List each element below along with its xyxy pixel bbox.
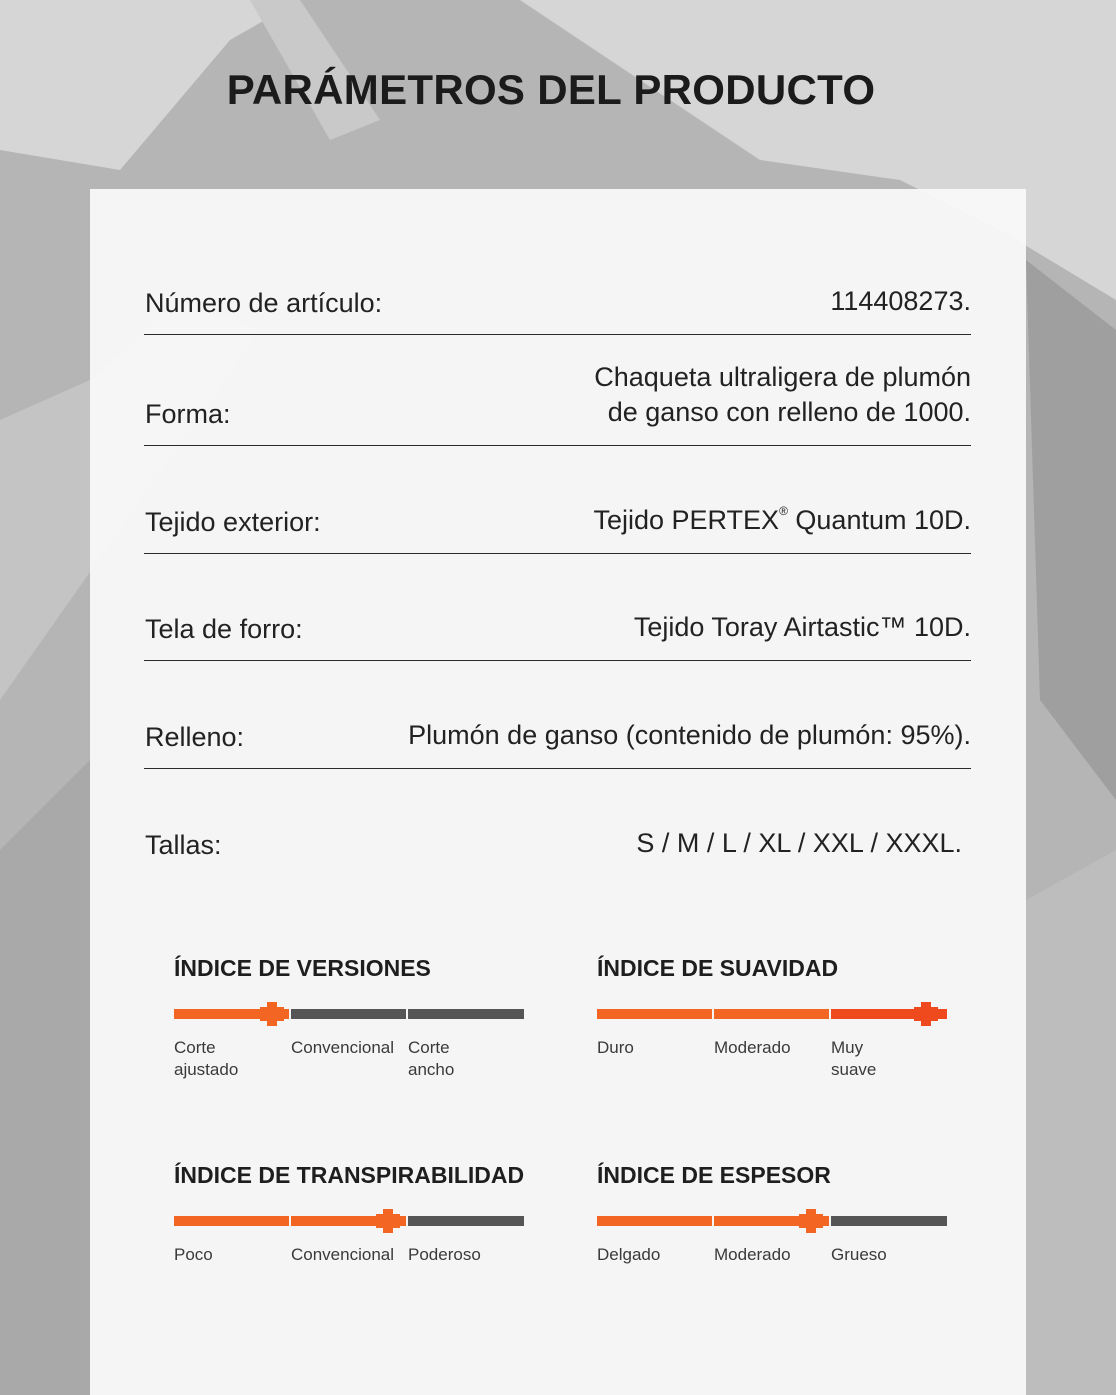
index-bar-segment [597,1216,712,1226]
index-level-marker [921,1002,931,1026]
index-label-high: Muy suave [831,1038,877,1079]
spec-row-outer-fabric [144,446,971,554]
index-title: ÍNDICE DE VERSIONES [174,955,431,981]
index-label-mid: Convencional [291,1038,395,1057]
spec-label: Relleno: [145,722,245,752]
spec-label: Número de artículo: [145,288,383,318]
spec-label: Tejido exterior: [145,507,321,537]
spec-row-lining-fabric [144,554,971,661]
index-title: ÍNDICE DE ESPESOR [597,1162,831,1188]
index-bar-segment [291,1009,406,1019]
index-bar-segment [831,1216,947,1226]
index-thickness [597,1162,957,1264]
index-title: ÍNDICE DE SUAVIDAD [597,955,839,981]
spec-value [636,826,962,861]
index-bar-segment [408,1009,524,1019]
index-label-mid: Convencional [291,1245,395,1264]
index-bar-segment [714,1009,829,1019]
index-label-mid: Moderado [714,1038,791,1057]
index-level-marker [383,1209,393,1233]
spec-row-form [144,335,971,446]
spec-label: Tallas: [145,830,222,860]
index-bar [174,1002,524,1026]
index-bar-segment [597,1009,712,1019]
spec-label: Tela de forro: [145,614,303,644]
index-label-high: Corte ancho [408,1038,455,1079]
index-label-mid: Moderado [714,1245,791,1264]
index-level-marker [267,1002,277,1026]
index-label-low: Poco [174,1245,213,1264]
index-level-marker [806,1209,816,1233]
index-bar [174,1209,524,1233]
spec-value [594,360,971,430]
index-softness [597,955,957,1079]
index-label-low: Duro [597,1038,634,1057]
index-breathability [174,1162,534,1264]
spec-value-line: Chaqueta ultraligera de plumón [594,362,971,392]
spec-value-line: S / M / L / XL / XXL / XXXL. [636,828,962,858]
index-bar [597,1209,947,1233]
index-bar [597,1002,947,1026]
spec-row-filling [144,661,971,769]
spec-value-line: Plumón de ganso (contenido de plumón: 95%). [408,720,971,750]
spec-value-line: 114408273. [830,286,971,316]
spec-value [830,284,971,319]
index-versions [174,955,534,1079]
index-bar-segment [408,1216,524,1226]
spec-value [408,718,971,753]
index-label-high: Poderoso [408,1245,481,1264]
parameters-card [90,189,1026,1395]
index-title: ÍNDICE DE TRANSPIRABILIDAD [174,1162,525,1188]
page-title: PARÁMETROS DEL PRODUCTO [226,66,876,113]
index-label-high: Grueso [831,1245,887,1264]
registered-mark: ® [779,504,788,518]
spec-value-text: Quantum 10D. [787,505,971,535]
index-label-low: Corte ajustado [174,1038,239,1079]
spec-row-sizes [144,769,971,876]
spec-value [593,494,971,538]
index-bar-segment [174,1216,289,1226]
spec-row-article-number [144,189,971,335]
spec-label: Forma: [145,399,231,429]
spec-value-line: de ganso con relleno de 1000. [607,397,971,427]
spec-value-line: Tejido Toray Airtastic™ 10D. [633,612,971,642]
spec-value-text: Tejido PERTEX [593,505,780,535]
index-label-low: Delgado [597,1245,661,1264]
spec-value [634,610,971,645]
